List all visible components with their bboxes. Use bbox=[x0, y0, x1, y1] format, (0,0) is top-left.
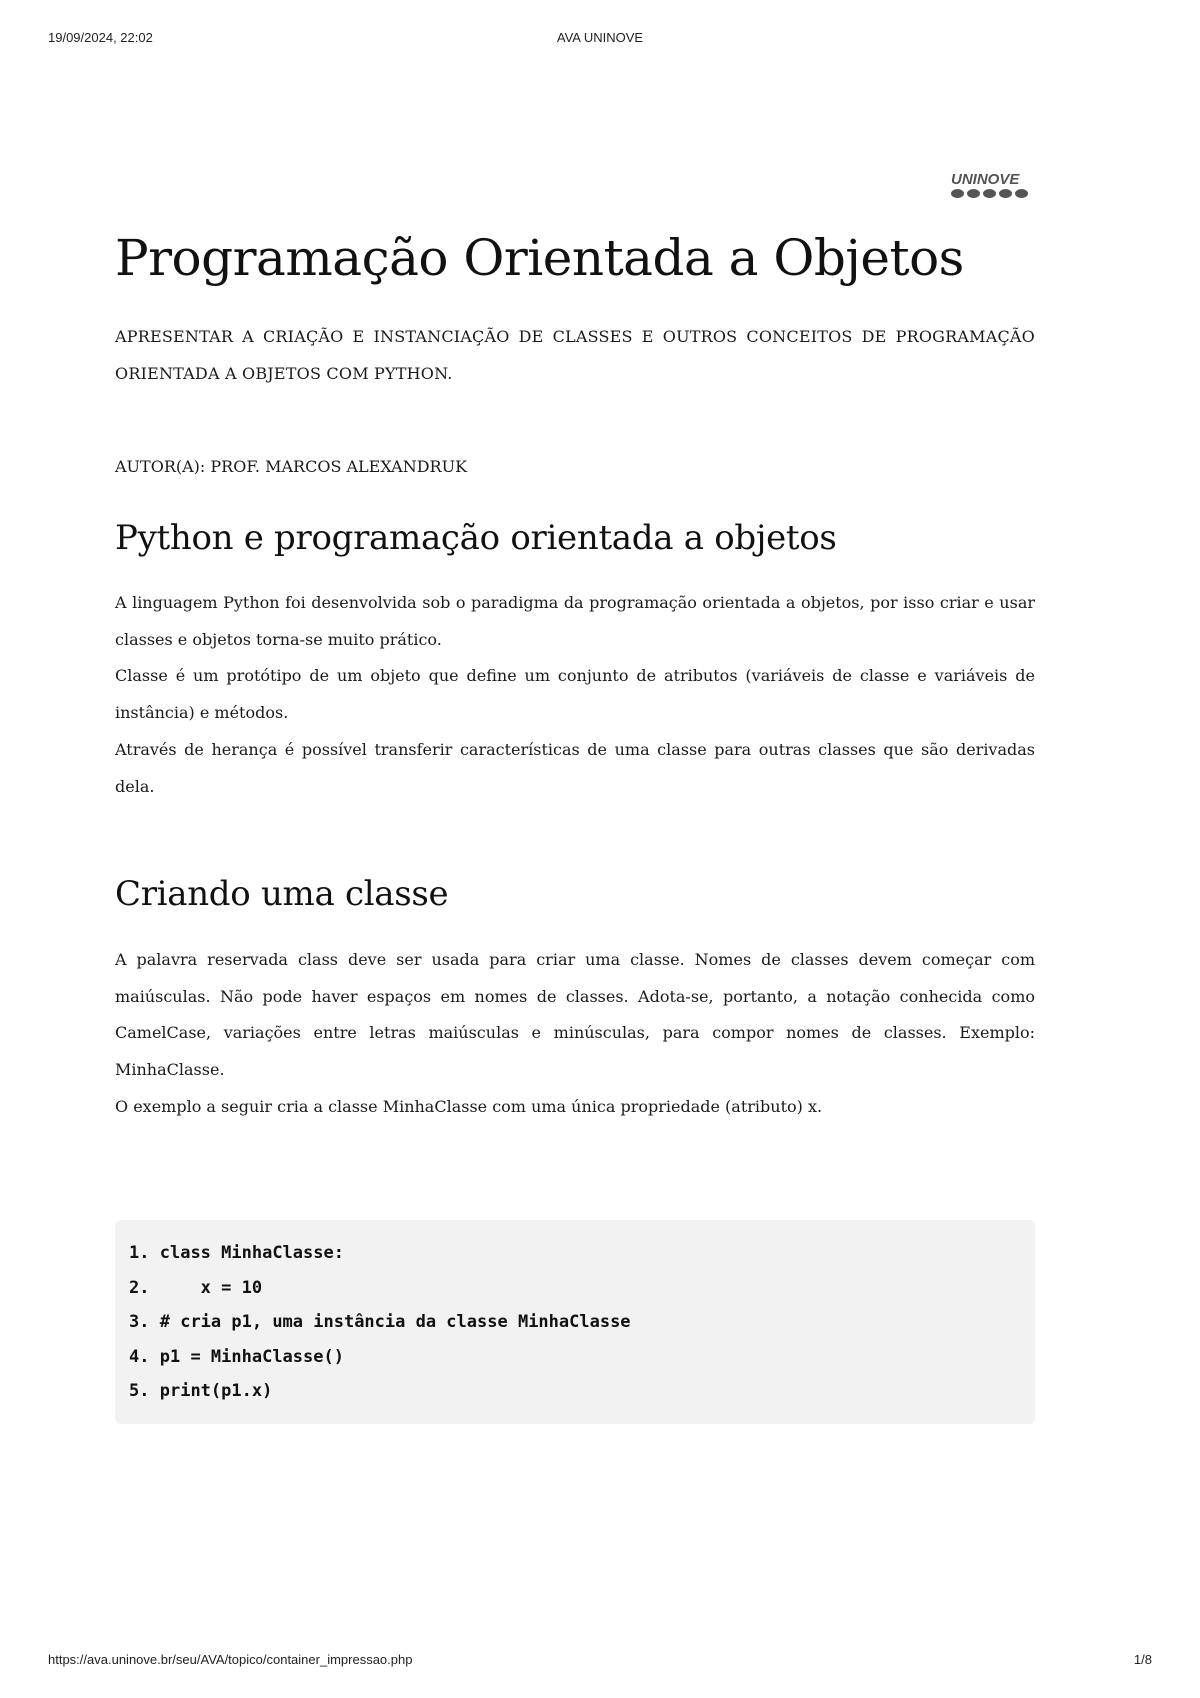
section-title-python-poo: Python e programação orientada a objetos bbox=[115, 518, 837, 558]
code-line bbox=[129, 1305, 1035, 1340]
page-subtitle: APRESENTAR A CRIAÇÃO E INSTANCIAÇÃO DE CLASSES E OUTROS CONCEITOS DE PROGRAMAÇÃO ORIENTADA A OBJETOS COM PYTHON. bbox=[115, 327, 1035, 383]
print-header bbox=[48, 30, 1152, 50]
paragraph: O exemplo a seguir cria a classe MinhaClasse com uma única propriedade (atributo) x. bbox=[115, 1096, 823, 1116]
code-block bbox=[115, 1220, 1035, 1424]
code-line bbox=[129, 1340, 1035, 1375]
print-page-number: 1/8 bbox=[1133, 1652, 1152, 1667]
paragraph: A palavra reservada class deve ser usada para criar uma classe. Nomes de classes devem começar com maiúsculas. Não pode haver espaços em nomes de classes. Adota-se, portanto, a notação conhecida como CamelCase, variações entre letras maiúsculas e minúsculas, para compor nomes de classes. Exemplo: MinhaClasse. bbox=[115, 950, 1035, 1080]
code-line-number: 5. bbox=[129, 1381, 150, 1401]
code-line-number: 4. bbox=[129, 1346, 150, 1367]
code-line bbox=[129, 1236, 1035, 1271]
author-line: AUTOR(A): PROF. MARCOS ALEXANDRUK bbox=[115, 457, 468, 476]
code-line-number: 3. bbox=[129, 1312, 150, 1332]
code-line bbox=[129, 1374, 1035, 1409]
print-footer bbox=[48, 1652, 1152, 1672]
paragraph: Através de herança é possível transferir características de uma classe para outras classes que são derivadas dela. bbox=[115, 739, 1035, 796]
paragraph: Classe é um protótipo de um objeto que define um conjunto de atributos (variáveis de classe e variáveis de instância) e métodos. bbox=[115, 666, 1035, 723]
print-datetime: 19/09/2024, 22:02 bbox=[48, 30, 153, 45]
code-line-text: print(p1.x) bbox=[159, 1381, 273, 1401]
print-site-title: AVA UNINOVE bbox=[556, 30, 644, 45]
page-title: Programação Orientada a Objetos bbox=[115, 229, 964, 287]
code-line-text: p1 = MinhaClasse() bbox=[159, 1346, 344, 1367]
code-line-number: 2. bbox=[129, 1277, 150, 1298]
section-body-python-poo bbox=[115, 585, 1035, 805]
paragraph: A linguagem Python foi desenvolvida sob o paradigma da programação orientada a objetos, por isso criar e usar classes e objetos torna-se muito prático. bbox=[115, 593, 1035, 649]
section-title-criando-classe: Criando uma classe bbox=[115, 874, 449, 914]
logo-text: UNINOVE bbox=[951, 171, 1020, 188]
code-line bbox=[129, 1271, 1035, 1306]
code-line-text: x = 10 bbox=[159, 1277, 263, 1298]
code-line-number: 1. bbox=[129, 1243, 150, 1263]
logo-dots-icon bbox=[945, 189, 1035, 198]
code-line-text: class MinhaClasse: bbox=[159, 1243, 344, 1263]
code-line-text: # cria p1, uma instância da classe MinhaClasse bbox=[159, 1312, 631, 1332]
uninove-logo bbox=[945, 172, 1035, 204]
print-url: https://ava.uninove.br/seu/AVA/topico/container_impressao.php bbox=[48, 1652, 413, 1667]
section-body-criando-classe bbox=[115, 942, 1035, 1126]
